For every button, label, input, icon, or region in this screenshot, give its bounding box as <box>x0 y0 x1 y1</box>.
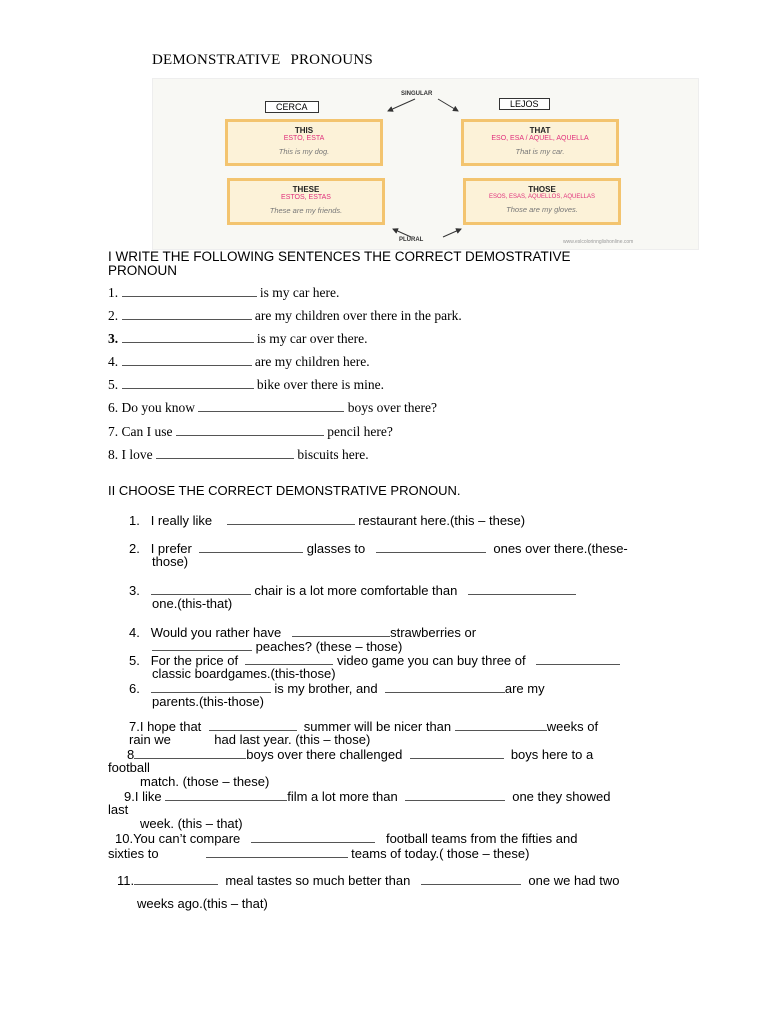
answer-blank[interactable] <box>122 307 252 320</box>
answer-blank[interactable] <box>421 872 521 885</box>
q-number: 11. <box>117 873 135 888</box>
exercise1-item <box>108 423 393 440</box>
q-text: 10.You can’t compare <box>115 831 241 846</box>
answer-blank[interactable] <box>134 746 246 759</box>
this-word: THIS <box>294 126 314 135</box>
q-text: one we had two <box>528 873 620 888</box>
answer-blank[interactable] <box>536 652 620 665</box>
q-text: I really like <box>150 513 213 528</box>
answer-blank[interactable] <box>165 788 287 801</box>
answer-blank[interactable] <box>292 624 390 637</box>
title-word-1: DEMONSTRATIVE <box>152 52 281 68</box>
answer-blank[interactable] <box>198 399 344 412</box>
q-text: restaurant here.(this – these) <box>358 513 526 528</box>
q3-continued: one.(this-that) <box>152 596 233 611</box>
exercise1-item <box>108 330 367 347</box>
q-number: 6. <box>129 681 140 696</box>
item-number: 1. <box>108 285 119 300</box>
exercise1-item <box>108 284 339 301</box>
q2-line <box>129 540 628 556</box>
item-prefix: 8. I love <box>108 447 153 462</box>
singular-label: SINGULAR <box>401 91 433 97</box>
answer-blank[interactable] <box>176 423 324 436</box>
item-text: is my car over there. <box>256 331 368 346</box>
item-prefix: 7. Can I use <box>108 424 173 439</box>
q-text: weeks of <box>546 719 599 734</box>
q-number: 3. <box>129 583 140 598</box>
these-spanish: ESTOS, ESTAS <box>281 194 331 201</box>
answer-blank[interactable] <box>405 788 505 801</box>
q-text: one they showed <box>512 789 611 804</box>
item-text: are my children here. <box>254 354 370 369</box>
answer-blank[interactable] <box>245 652 333 665</box>
q-text: ones over there.(these- <box>493 541 628 556</box>
q-number: 1. <box>129 513 140 528</box>
section1-heading-line2: PRONOUN <box>108 263 178 278</box>
q-text: boys over there challenged <box>246 747 403 762</box>
plural-label: PLURAL <box>399 237 424 243</box>
q11-line <box>117 872 619 888</box>
exercise1-item <box>108 353 370 370</box>
q-number: 2. <box>129 541 140 556</box>
that-box <box>461 119 619 166</box>
answer-blank[interactable] <box>151 680 271 693</box>
q9-continued: last <box>108 802 129 817</box>
q5-continued: classic boardgames.(this-those) <box>152 666 336 681</box>
those-box <box>463 178 621 225</box>
answer-blank[interactable] <box>455 718 547 731</box>
cerca-tag: CERCA <box>265 101 319 113</box>
q-text: glasses to <box>306 541 366 556</box>
item-text: bike over there is mine. <box>256 377 384 392</box>
this-example: This is my dog. <box>278 147 330 156</box>
q-text: peaches? (these – those) <box>255 639 403 654</box>
q-text: teams of today.( those – these) <box>351 846 530 861</box>
that-word: THAT <box>529 126 551 135</box>
q-text: meal tastes so much better than <box>225 873 411 888</box>
item-text: pencil here? <box>327 424 393 439</box>
item-number: 3. <box>108 331 119 346</box>
these-word: THESE <box>292 185 320 194</box>
answer-blank[interactable] <box>122 353 252 366</box>
section1-heading-line1: I WRITE THE FOLLOWING SENTENCES THE CORRECT DEMOSTRATIVE <box>108 249 571 264</box>
q10-line <box>115 830 577 846</box>
these-box <box>227 178 385 225</box>
title-word-2: PRONOUNS <box>290 52 373 68</box>
these-example: These are my friends. <box>269 206 343 215</box>
item-number: 2. <box>108 308 119 323</box>
lejos-tag: LEJOS <box>499 98 550 110</box>
answer-blank[interactable] <box>410 746 504 759</box>
answer-blank[interactable] <box>151 582 251 595</box>
q-number: 4. <box>129 625 140 640</box>
q-text: are my <box>504 681 545 696</box>
answer-blank[interactable] <box>122 284 257 297</box>
answer-blank[interactable] <box>468 582 576 595</box>
exercise1-item <box>108 376 384 393</box>
this-box <box>225 119 383 166</box>
section2-heading: II CHOOSE THE CORRECT DEMONSTRATIVE PRONOUN. <box>108 483 461 498</box>
q11-continued: weeks ago.(this – that) <box>137 896 268 911</box>
item-number: 5. <box>108 377 119 392</box>
q8-continued-2: match. (those – these) <box>140 774 270 789</box>
q-text: summer will be nicer than <box>303 719 452 734</box>
q-number: 5. <box>129 653 140 668</box>
item-text: biscuits here. <box>297 447 369 462</box>
this-spanish: ESTO, ESTA <box>283 135 325 142</box>
q2-continued: those) <box>152 554 189 569</box>
answer-blank[interactable] <box>122 330 254 343</box>
q8-continued: football <box>108 760 150 775</box>
those-example: Those are my gloves. <box>506 205 578 214</box>
item-text: are my children over there in the park. <box>254 308 462 323</box>
q-text: had last year. (this – those) <box>214 732 371 747</box>
answer-blank[interactable] <box>227 512 355 525</box>
q-text: film a lot more than <box>287 789 398 804</box>
those-word: THOSE <box>528 185 556 194</box>
exercise1-item <box>108 307 462 324</box>
q-text: 7.I hope that <box>129 719 202 734</box>
q-text: chair is a lot more comfortable than <box>254 583 458 598</box>
q8-line <box>127 746 593 762</box>
answer-blank[interactable] <box>152 638 252 651</box>
answer-blank[interactable] <box>385 680 505 693</box>
q-text: is my brother, and <box>274 681 378 696</box>
q10-continued <box>108 845 529 861</box>
answer-blank[interactable] <box>156 446 294 459</box>
q-text: Would you rather have <box>150 625 282 640</box>
item-prefix: 6. Do you know <box>108 400 195 415</box>
exercise1-item <box>108 446 369 463</box>
those-spanish: ESOS, ESAS, AQUELLOS, AQUELLAS <box>488 194 596 200</box>
demonstratives-diagram <box>152 78 699 250</box>
watermark: www.eslcolorinnglishonline.com <box>563 239 634 245</box>
q9-continued-2: week. (this – that) <box>140 816 243 831</box>
q-text: rain we <box>129 732 171 747</box>
q7-continued <box>129 732 370 747</box>
answer-blank[interactable] <box>209 718 297 731</box>
answer-blank[interactable] <box>122 376 254 389</box>
q6-continued: parents.(this-those) <box>152 694 264 709</box>
q-text: video game you can buy three of <box>336 653 526 668</box>
exercise1-item <box>108 399 437 416</box>
item-number: 4. <box>108 354 119 369</box>
q-text: boys here to a <box>510 747 594 762</box>
page-title <box>152 52 373 69</box>
that-spanish: ESO, ESA / AQUEL, AQUELLA <box>491 135 589 142</box>
item-text: boys over there? <box>347 400 437 415</box>
q-text: For the price of <box>150 653 239 668</box>
q-text: sixties to <box>108 846 159 861</box>
q9-line <box>124 788 611 804</box>
answer-blank[interactable] <box>251 830 375 843</box>
that-example: That is my car. <box>515 147 565 156</box>
answer-blank[interactable] <box>376 540 486 553</box>
q-text: I prefer <box>150 541 192 556</box>
answer-blank[interactable] <box>199 540 303 553</box>
q1-line <box>129 512 525 528</box>
q-number: 8 <box>127 747 135 762</box>
item-text: is my car here. <box>259 285 340 300</box>
answer-blank[interactable] <box>134 872 218 885</box>
answer-blank[interactable] <box>206 845 348 858</box>
q-text: 9.I like <box>124 789 162 804</box>
q-text: football teams from the fifties and <box>385 831 578 846</box>
q-text: strawberries or <box>390 625 477 640</box>
